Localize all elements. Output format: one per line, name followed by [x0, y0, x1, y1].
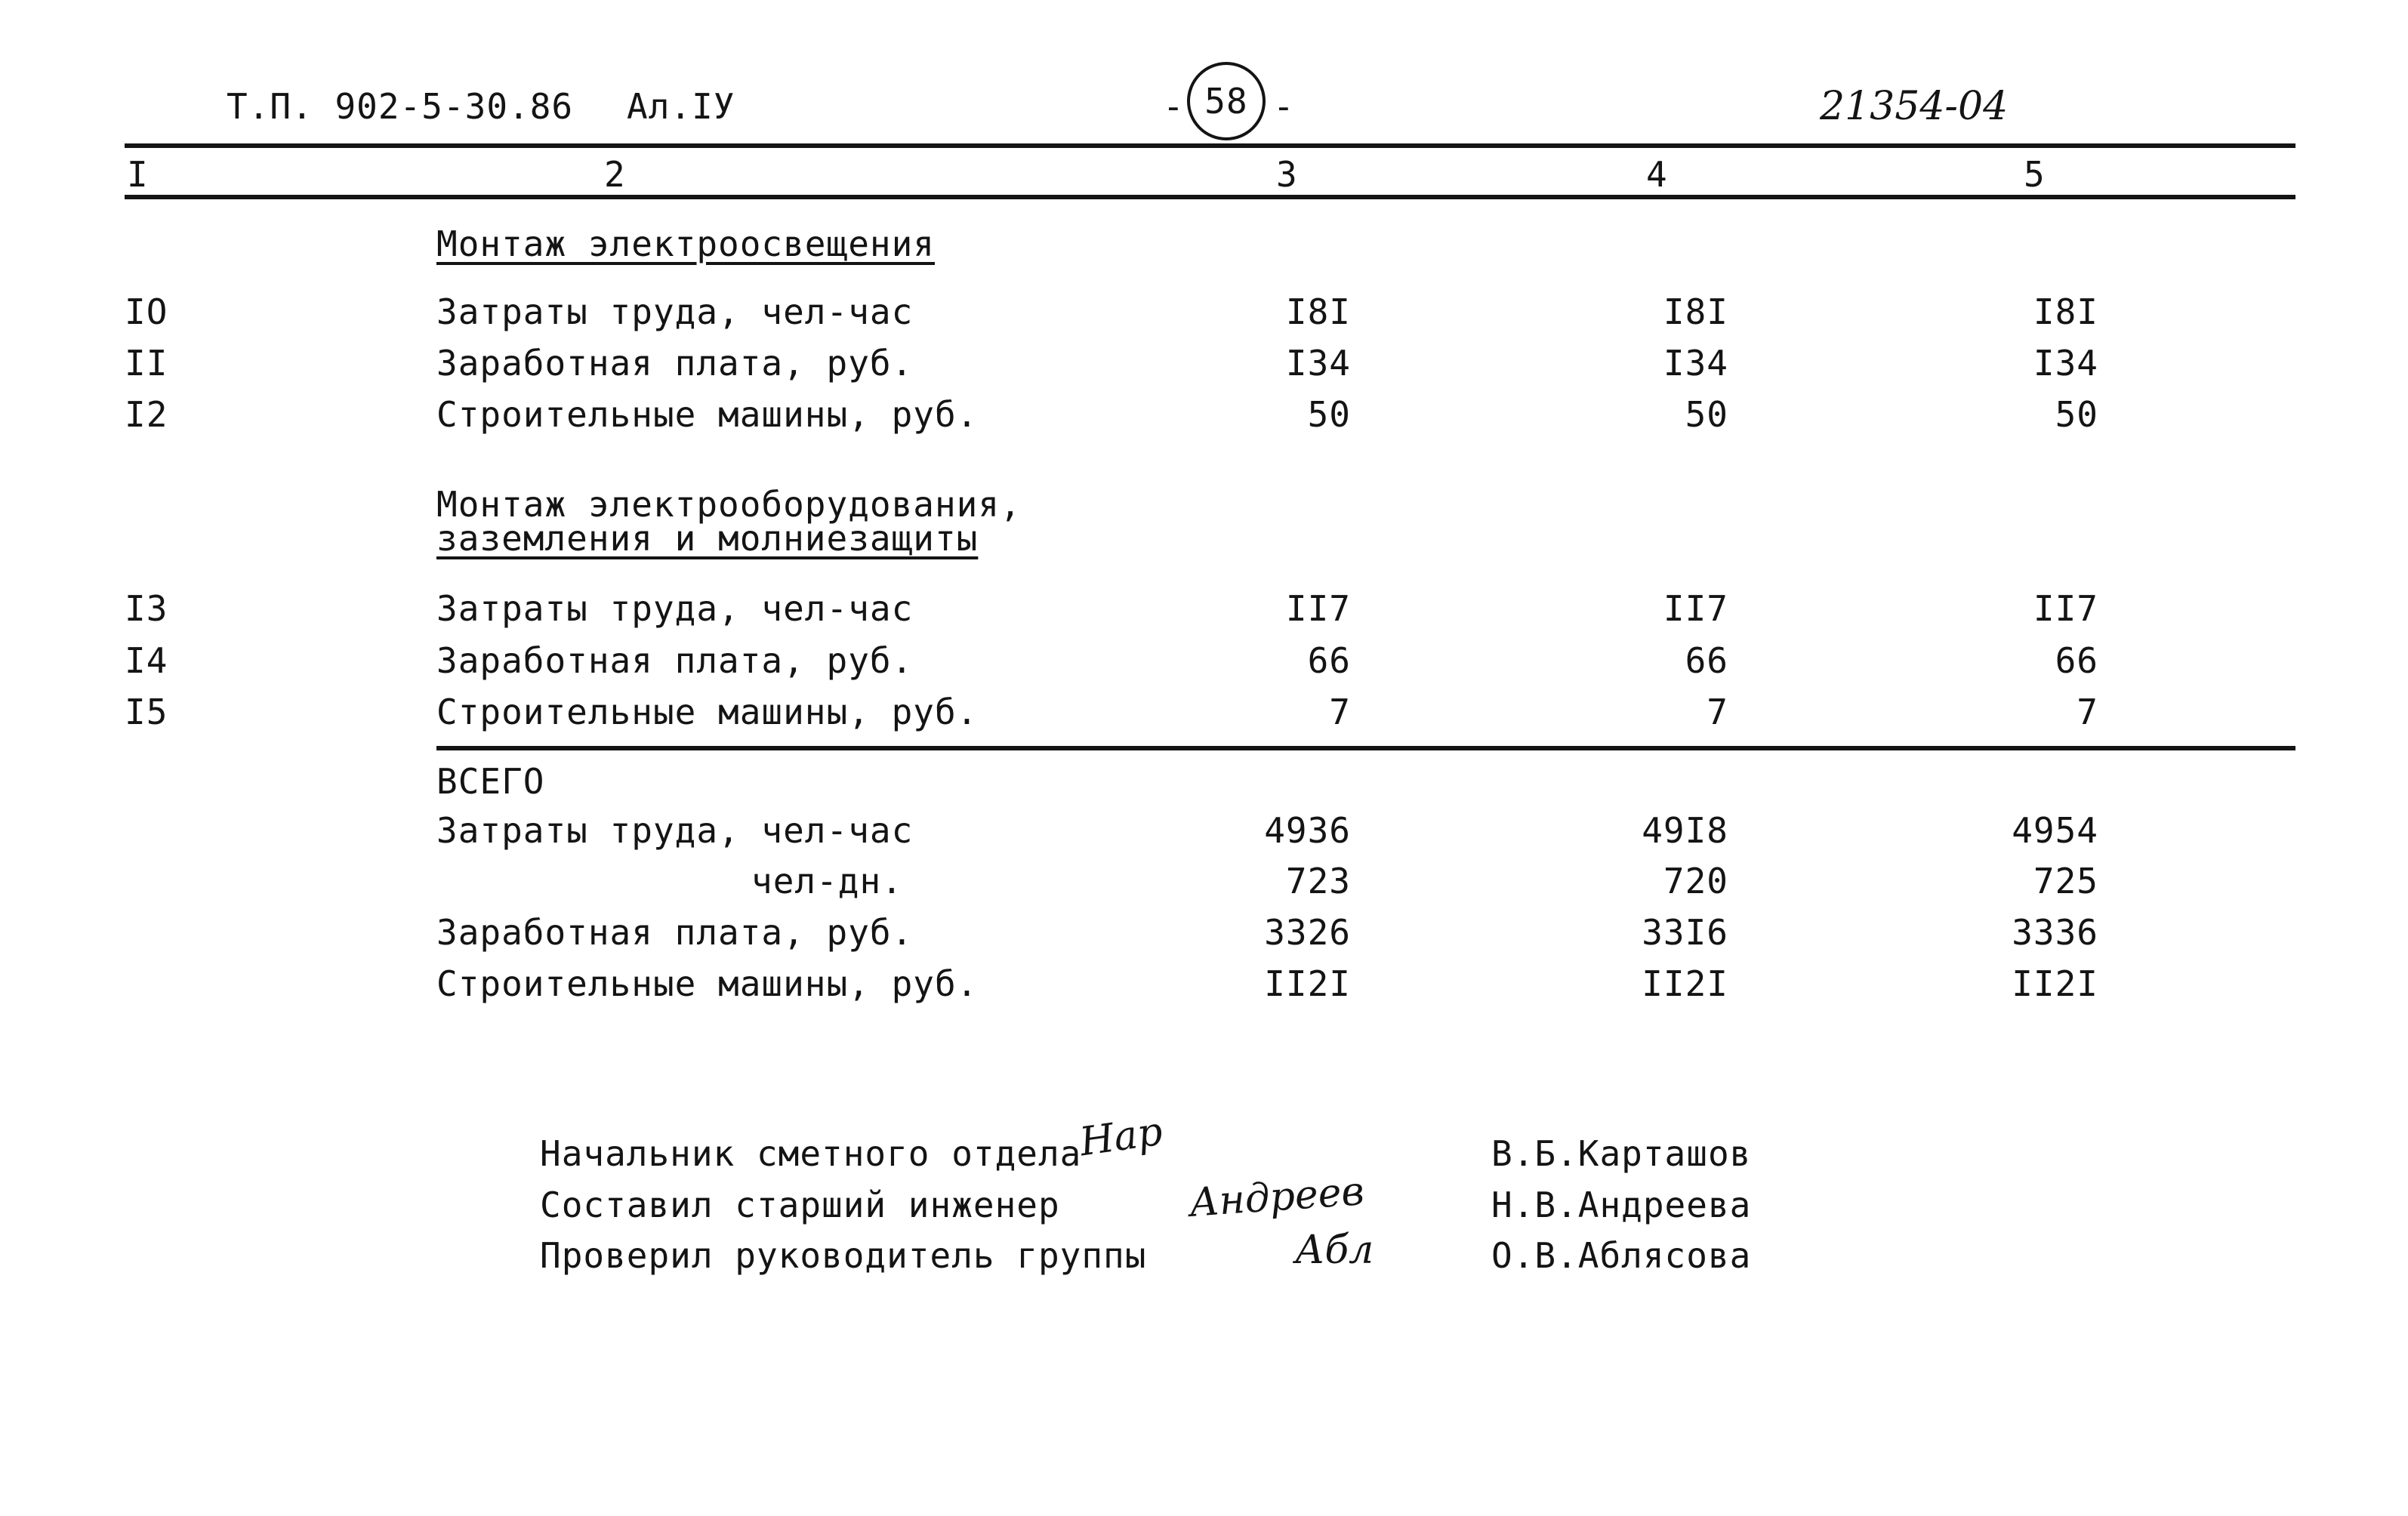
row-number: I3 [125, 588, 168, 629]
row-value-3: II7 [1285, 588, 1351, 629]
row-value-5: II7 [2033, 588, 2098, 629]
signer-name: Н.В.Андреева [1491, 1185, 1752, 1225]
column-header-5: 5 [2024, 154, 2046, 195]
row-value-3: 3326 [1264, 912, 1351, 953]
column-header-1: I [127, 154, 149, 195]
row-value-4: 7 [1707, 692, 1728, 732]
row-number: I2 [125, 394, 168, 435]
row-value-3: 50 [1307, 394, 1351, 435]
handwritten-signature: Абл [1295, 1228, 1374, 1273]
row-value-4: I8I [1663, 291, 1728, 332]
row-value-4: 720 [1663, 861, 1728, 901]
row-value-5: I34 [2033, 343, 2098, 384]
column-header-4: 4 [1646, 154, 1668, 195]
row-value-3: II2I [1264, 963, 1351, 1004]
row-value-3: 723 [1285, 861, 1351, 901]
row-number: I5 [125, 692, 168, 732]
row-value-4: II7 [1663, 588, 1728, 629]
signature-role: Проверил руководитель группы [540, 1235, 1147, 1276]
row-label: Строительные машины, руб. [436, 394, 979, 435]
signer-name: О.В.Аблясова [1491, 1235, 1752, 1276]
section-title-line-1: Монтаж электрооборудования, [436, 484, 1022, 525]
row-label: Заработная плата, руб. [436, 343, 914, 384]
totals-rule [436, 746, 2295, 750]
row-label: Затраты труда, чел-час [436, 291, 914, 332]
page-number-circle [1187, 62, 1266, 140]
total-title: ВСЕГО [436, 761, 545, 802]
column-header-3: 3 [1276, 154, 1298, 195]
handwritten-signature: Нар [1077, 1108, 1166, 1166]
row-value-3: 7 [1329, 692, 1351, 732]
row-number: IO [125, 291, 168, 332]
row-number: I4 [125, 640, 168, 681]
row-label: Заработная плата, руб. [436, 912, 914, 953]
row-value-3: 66 [1307, 640, 1351, 681]
section-title-line-2: заземления и молниезащиты [436, 518, 979, 559]
row-value-4: 33I6 [1642, 912, 1728, 953]
doc-code: Т.П. 902-5-30.86 [227, 86, 574, 127]
signature-role: Составил старший инженер [540, 1185, 1060, 1225]
row-value-4: 66 [1685, 640, 1728, 681]
page-dash-right: - [1273, 86, 1295, 127]
album-label: Ал.IУ [627, 86, 735, 127]
row-value-4: I34 [1663, 343, 1728, 384]
column-header-2: 2 [604, 154, 626, 195]
row-value-4: II2I [1642, 963, 1728, 1004]
row-value-5: 3336 [2012, 912, 2098, 953]
row-label: Затраты труда, чел-час [436, 588, 914, 629]
row-value-3: I34 [1285, 343, 1351, 384]
column-header-rule [125, 195, 2295, 199]
row-number: II [125, 343, 168, 384]
handwritten-signature: Андреев [1188, 1168, 1366, 1227]
row-value-5: II2I [2012, 963, 2098, 1004]
row-label: чел-дн. [751, 861, 903, 901]
row-value-5: 725 [2033, 861, 2098, 901]
row-value-5: 4954 [2012, 810, 2098, 851]
row-value-5: 66 [2055, 640, 2098, 681]
row-value-4: 49I8 [1642, 810, 1728, 851]
section-title: Монтаж электроосвещения [436, 223, 935, 264]
row-value-3: I8I [1285, 291, 1351, 332]
row-value-3: 4936 [1264, 810, 1351, 851]
row-value-4: 50 [1685, 394, 1728, 435]
page-dash-left: - [1163, 86, 1185, 127]
signer-name: В.Б.Карташов [1491, 1133, 1752, 1174]
top-rule [125, 143, 2295, 148]
row-value-5: 50 [2055, 394, 2098, 435]
inventory-number: 21354-04 [1820, 84, 2009, 129]
page-number: 58 [1204, 81, 1248, 122]
signature-role: Начальник сметного отдела [540, 1133, 1082, 1174]
row-label: Строительные машины, руб. [436, 963, 979, 1004]
row-value-5: 7 [2077, 692, 2098, 732]
row-label: Строительные машины, руб. [436, 692, 979, 732]
row-label: Затраты труда, чел-час [436, 810, 914, 851]
row-label: Заработная плата, руб. [436, 640, 914, 681]
row-value-5: I8I [2033, 291, 2098, 332]
